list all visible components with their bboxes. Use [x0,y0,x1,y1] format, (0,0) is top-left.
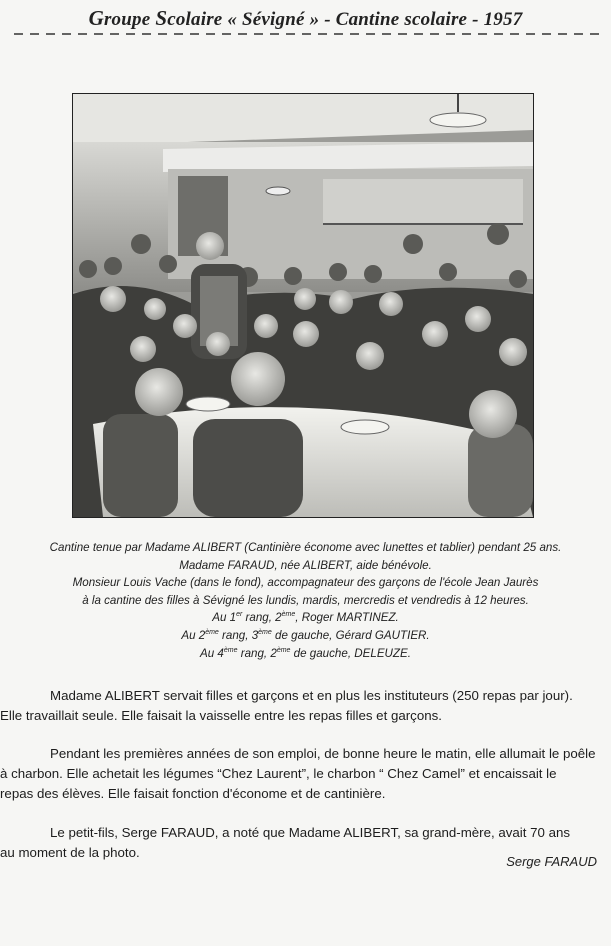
caption-sup: ème [205,628,219,636]
page-header [0,0,611,40]
caption-line: à la cantine des filles à Sévigné les lundis, mardis, mercredis et vendredis à 12 heures. [82,593,529,607]
body-line: Le petit-fils, Serge FARAUD, a noté que Madame ALIBERT, sa grand-mère, avait 70 ans [50,825,571,840]
caption-text: rang, 2 [237,646,277,660]
caption-text: de gauche, DELEUZE. [290,646,411,660]
caption-line: Madame FARAUD, née ALIBERT, aide bénévole. [179,558,432,572]
title-initial-g: G [88,6,104,30]
caption-sup: ème [281,611,296,619]
caption-line: Monsieur Louis Vache (dans le fond), accompagnateur des garçons de l'école Jean Jaurès [72,576,539,590]
photo-caption [0,539,611,662]
caption-line-row-2 [0,627,611,645]
caption-text: Au 4 [200,646,224,660]
caption-text: rang, 3 [218,628,259,642]
title-part-1: roupe [103,9,156,30]
photo-illustration [73,94,533,517]
paragraph-2 [0,744,598,804]
body-line: repas des élèves. Elle faisait fonction d'économe et de cantinière. [0,786,386,801]
caption-sup: ème [223,646,238,654]
caption-text: rang, 2 [242,611,282,625]
body-line: Pendant les premières années de son emploi, de bonne heure le matin, elle allumait le poêle [50,746,596,761]
caption-line: Cantine tenue par Madame ALIBERT (Cantinière économe avec lunettes et tablier) pendant 25 ans. [49,541,562,554]
title-initial-s: S [155,6,168,30]
caption-text: , Roger MARTINEZ. [295,611,399,625]
caption-line-row-4 [0,645,611,663]
body-line: Elle travaillait seule. Elle faisait la vaisselle entre les repas filles et garçons. [0,708,442,723]
caption-text: Au 1 [212,611,237,625]
caption-sup: ème [258,628,272,636]
caption-text: Au 2 [181,628,206,642]
signature: Serge FARAUD [506,854,597,869]
body-line: Madame ALIBERT servait filles et garçons et en plus les instituteurs (250 repas par jour). [50,688,573,703]
body-line: au moment de la photo. [0,845,140,860]
title-part-2: colaire « Sévigné » - Cantine scolaire - 1957 [167,9,523,30]
caption-sup: er [236,611,243,619]
paragraph-1 [0,686,598,726]
canteen-photograph [72,93,534,518]
page-title [0,6,611,31]
caption-line-row-1 [0,609,611,627]
body-line: à charbon. Elle achetait les légumes “Chez Laurent”, le charbon “ Chez Camel” et encaissait le [0,766,557,781]
header-dashed-rule [14,32,600,36]
caption-text: de gauche, Gérard GAUTIER. [271,628,430,642]
caption-sup: ème [276,646,291,654]
